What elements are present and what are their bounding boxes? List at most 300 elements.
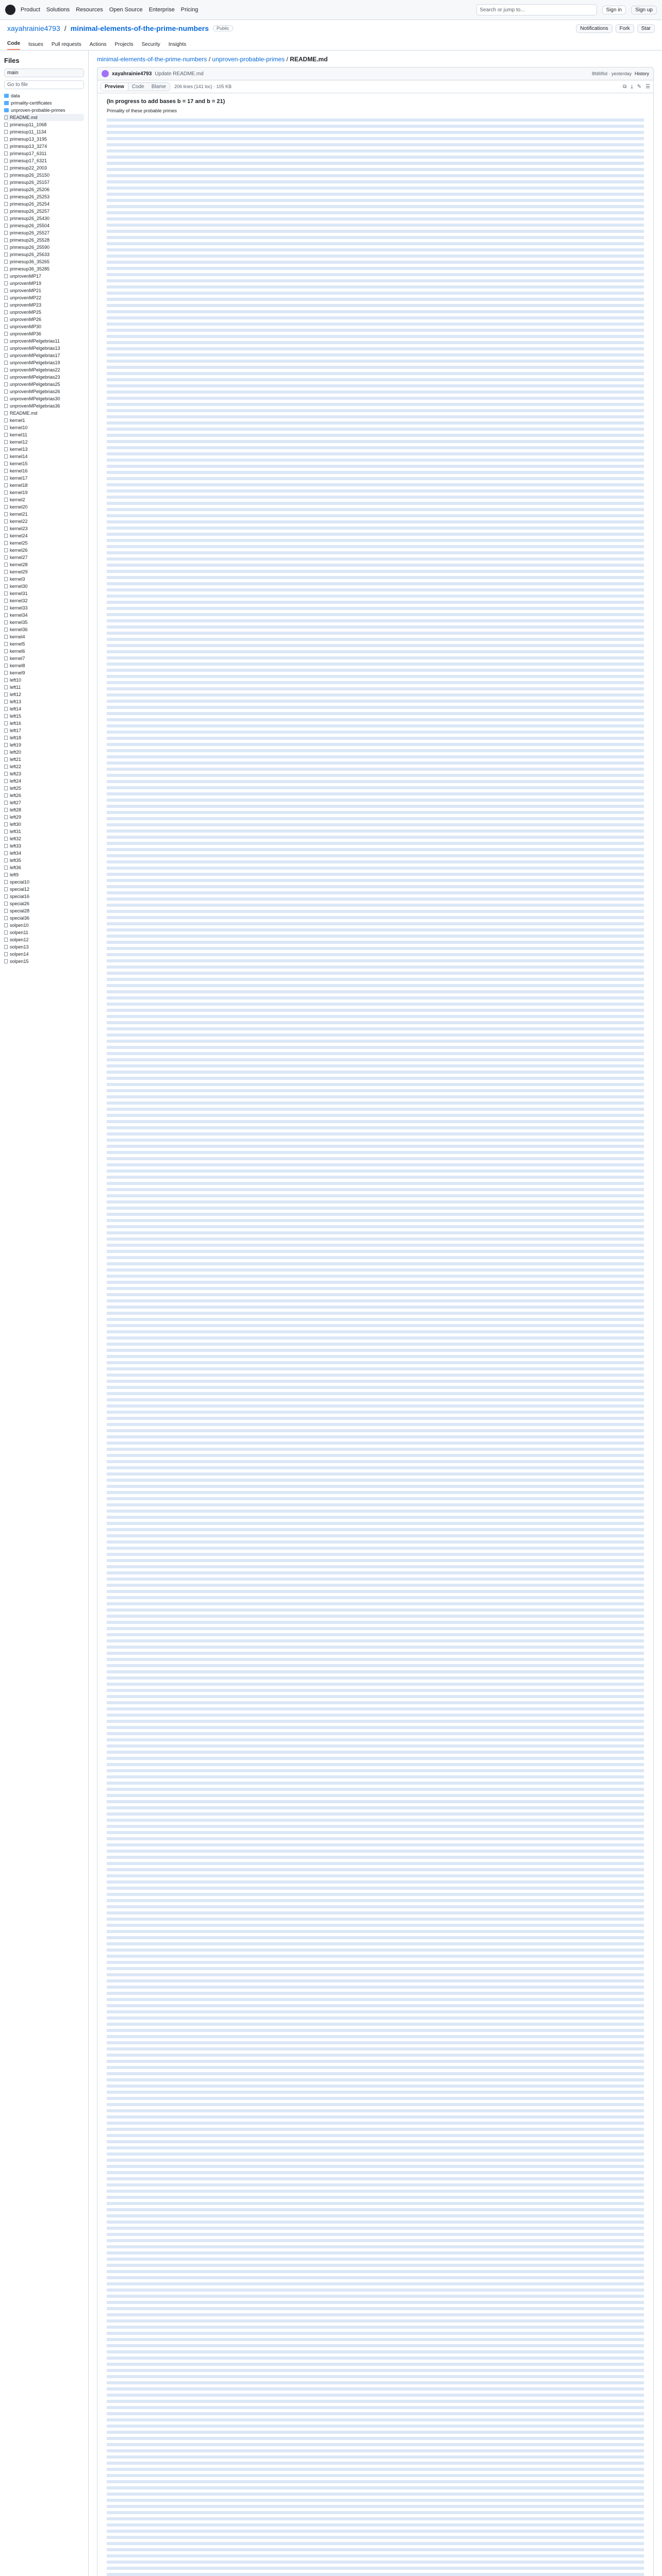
file-tree-item-label: primesup26_25206 bbox=[10, 187, 50, 192]
file-tree-item-label: solpen14 bbox=[10, 952, 29, 957]
file-tree-item[interactable] bbox=[4, 107, 84, 114]
file-tree-item-label: kernel29 bbox=[10, 569, 28, 574]
file-icon bbox=[4, 902, 8, 906]
file-tree-item[interactable] bbox=[4, 92, 84, 99]
file-icon bbox=[4, 873, 8, 877]
file-tree-item-label: unprovenMP25 bbox=[10, 310, 42, 315]
code-tab[interactable]: Code bbox=[128, 83, 148, 91]
file-icon bbox=[4, 577, 8, 581]
file-tree-item-label: left13 bbox=[10, 699, 22, 704]
file-icon bbox=[4, 397, 8, 401]
file-tree-item-label: kernel23 bbox=[10, 526, 28, 531]
file-icon bbox=[4, 289, 8, 293]
sign-up-button[interactable]: Sign up bbox=[631, 6, 657, 14]
file-tree-item-label: kernel24 bbox=[10, 533, 28, 538]
file-tree-item-label: kernel9 bbox=[10, 670, 25, 675]
file-tree-item[interactable] bbox=[4, 208, 84, 215]
tab-security[interactable]: Security bbox=[141, 42, 160, 47]
file-icon bbox=[4, 115, 8, 120]
file-tree-item[interactable] bbox=[4, 395, 84, 402]
file-tree-item[interactable] bbox=[4, 806, 84, 814]
file-toolbar bbox=[97, 80, 654, 93]
file-icon bbox=[4, 714, 8, 718]
file-tree-item-label: primesup36_35285 bbox=[10, 266, 50, 272]
file-tree-item[interactable] bbox=[4, 172, 84, 179]
file-tree-item[interactable] bbox=[4, 936, 84, 943]
file-tree-item[interactable] bbox=[4, 626, 84, 633]
file-tree-item[interactable] bbox=[4, 691, 84, 698]
file-icon bbox=[4, 310, 8, 314]
file-tree-item-label: left16 bbox=[10, 721, 22, 726]
file-tree-item-label: kernel5 bbox=[10, 641, 25, 647]
file-tree-item[interactable] bbox=[4, 446, 84, 453]
file-icon bbox=[4, 519, 8, 523]
file-tree-item[interactable] bbox=[4, 345, 84, 352]
file-tree-item[interactable] bbox=[4, 597, 84, 604]
file-tree-item[interactable] bbox=[4, 554, 84, 561]
file-tree-item[interactable] bbox=[4, 741, 84, 749]
file-tree-item-label: left26 bbox=[10, 793, 22, 798]
file-tree-item[interactable] bbox=[4, 222, 84, 229]
file-tree-item[interactable] bbox=[4, 539, 84, 547]
file-tree-item[interactable] bbox=[4, 330, 84, 337]
edit-icon[interactable]: ✎ bbox=[637, 83, 642, 90]
file-icon bbox=[4, 721, 8, 725]
file-icon bbox=[4, 923, 8, 927]
file-tree-item[interactable] bbox=[4, 287, 84, 294]
file-tree-item-label: unprovenMPelgebrias13 bbox=[10, 346, 60, 351]
fork-button[interactable]: Fork bbox=[616, 24, 634, 33]
file-tree-item[interactable] bbox=[4, 374, 84, 381]
file-tree-item[interactable] bbox=[4, 99, 84, 107]
file-icon bbox=[4, 844, 8, 848]
file-icon bbox=[4, 202, 8, 206]
file-icon bbox=[4, 224, 8, 228]
file-tree-item-label: kernel4 bbox=[10, 634, 25, 639]
file-tree-item[interactable] bbox=[4, 258, 84, 265]
file-tree-item[interactable] bbox=[4, 323, 84, 330]
file-icon bbox=[4, 505, 8, 509]
file-tree-sidebar bbox=[0, 50, 89, 2576]
file-tree-item[interactable] bbox=[4, 143, 84, 150]
file-icon bbox=[4, 426, 8, 430]
repo-header bbox=[0, 20, 662, 37]
preview-tab[interactable]: Preview bbox=[101, 83, 128, 91]
file-tree-item[interactable] bbox=[4, 503, 84, 511]
nav-pricing[interactable]: Pricing bbox=[180, 7, 198, 13]
file-icon bbox=[4, 382, 8, 386]
file-icon bbox=[4, 411, 8, 415]
file-tree-item[interactable] bbox=[4, 770, 84, 777]
file-tree-item[interactable] bbox=[4, 886, 84, 893]
file-tree-item[interactable] bbox=[4, 150, 84, 157]
file-icon bbox=[4, 317, 8, 321]
branch-select[interactable]: main bbox=[4, 69, 84, 77]
file-tree-item-label: primesup26_25253 bbox=[10, 194, 50, 199]
file-tree-item[interactable] bbox=[4, 388, 84, 395]
file-tree-item[interactable] bbox=[4, 366, 84, 374]
file-icon bbox=[4, 584, 8, 588]
file-icon bbox=[4, 938, 8, 942]
file-tree-item[interactable] bbox=[4, 417, 84, 424]
file-tree-item[interactable] bbox=[4, 612, 84, 619]
file-tree-item[interactable] bbox=[4, 698, 84, 705]
file-tree-item[interactable] bbox=[4, 756, 84, 763]
file-icon bbox=[4, 555, 8, 560]
repo-name-link[interactable]: minimal-elements-of-the-prime-numbers bbox=[70, 24, 209, 32]
file-tree-item[interactable] bbox=[4, 496, 84, 503]
file-icon bbox=[4, 245, 8, 249]
file-tree-item[interactable] bbox=[4, 583, 84, 590]
file-tree-item-label: left29 bbox=[10, 815, 22, 820]
nav-enterprise[interactable]: Enterprise bbox=[148, 7, 175, 13]
file-tree-item[interactable] bbox=[4, 878, 84, 886]
search-input[interactable]: Search or jump to... bbox=[476, 4, 597, 15]
file-tree-item-label: unprovenMP19 bbox=[10, 281, 42, 286]
tab-projects[interactable]: Projects bbox=[114, 42, 134, 47]
nav-resources[interactable]: Resources bbox=[76, 7, 103, 13]
file-tree-item[interactable] bbox=[4, 438, 84, 446]
file-icon bbox=[4, 404, 8, 408]
file-icon bbox=[4, 664, 8, 668]
file-tree-item-label: kernel20 bbox=[10, 504, 28, 510]
file-tree-item-label: kernel22 bbox=[10, 519, 28, 524]
file-icon bbox=[4, 930, 8, 935]
file-icon bbox=[4, 599, 8, 603]
file-icon bbox=[4, 527, 8, 531]
file-tree-item-label: left33 bbox=[10, 843, 22, 849]
outline-icon[interactable]: ☰ bbox=[646, 83, 650, 90]
nav-product[interactable]: Product bbox=[21, 7, 40, 13]
file-tree-item[interactable] bbox=[4, 907, 84, 914]
file-icon bbox=[4, 159, 8, 163]
file-tree-item[interactable] bbox=[4, 164, 84, 172]
file-icon bbox=[4, 808, 8, 812]
file-tree-item[interactable] bbox=[4, 799, 84, 806]
commit-meta: 8fd6f6d · yesterday bbox=[591, 71, 632, 76]
avatar[interactable] bbox=[102, 70, 109, 77]
file-tree-item[interactable] bbox=[4, 511, 84, 518]
file-tree-item[interactable] bbox=[4, 128, 84, 135]
file-tree-item-label: left31 bbox=[10, 829, 22, 834]
file-icon bbox=[4, 440, 8, 444]
blame-tab[interactable]: Blame bbox=[148, 83, 170, 91]
file-tree-item-label: left36 bbox=[10, 865, 22, 870]
file-tree-item[interactable] bbox=[4, 763, 84, 770]
file-tree-item[interactable] bbox=[4, 251, 84, 258]
file-tree-item[interactable] bbox=[4, 669, 84, 676]
file-tree-item[interactable] bbox=[4, 727, 84, 734]
repo-owner-link[interactable]: xayahrainie4793 bbox=[7, 24, 60, 32]
file-icon bbox=[4, 353, 8, 358]
file-icon bbox=[4, 692, 8, 697]
file-icon bbox=[4, 793, 8, 798]
file-tree-item[interactable] bbox=[4, 453, 84, 460]
file-tree-item[interactable] bbox=[4, 850, 84, 857]
nav-solutions[interactable]: Solutions bbox=[46, 7, 70, 13]
file-icon bbox=[4, 866, 8, 870]
file-tree-item[interactable] bbox=[4, 410, 84, 417]
file-icon bbox=[4, 368, 8, 372]
file-tree-item-label: primesup11_1134 bbox=[10, 129, 46, 134]
file-icon bbox=[4, 916, 8, 920]
file-tree-item-label: left14 bbox=[10, 706, 22, 711]
file-icon bbox=[4, 151, 8, 156]
file-tree-item-label: unprovenMPelgebrias26 bbox=[10, 389, 60, 394]
file-icon bbox=[4, 260, 8, 264]
file-tree-item-label: primesup36_35265 bbox=[10, 259, 50, 264]
file-tree-item-label: left30 bbox=[10, 822, 22, 827]
file-tree-item[interactable] bbox=[4, 575, 84, 583]
file-tree-item[interactable] bbox=[4, 655, 84, 662]
file-icon bbox=[4, 678, 8, 682]
file-icon bbox=[4, 606, 8, 610]
file-icon bbox=[4, 801, 8, 805]
file-tree-item-label: left12 bbox=[10, 692, 22, 697]
file-tree-item[interactable] bbox=[4, 547, 84, 554]
history-button[interactable]: History bbox=[634, 71, 649, 76]
file-tree-item-label: kernel1 bbox=[10, 418, 25, 423]
file-tree-item[interactable] bbox=[4, 337, 84, 345]
file-tree-item[interactable] bbox=[4, 604, 84, 612]
file-tree-item[interactable] bbox=[4, 958, 84, 965]
file-icon bbox=[4, 743, 8, 747]
file-tree-item[interactable] bbox=[4, 785, 84, 792]
file-tree-item[interactable] bbox=[4, 734, 84, 741]
commit-author[interactable]: xayahrainie4793 bbox=[112, 71, 152, 77]
file-tree-item[interactable] bbox=[4, 352, 84, 359]
file-tree-item[interactable] bbox=[4, 951, 84, 958]
file-icon bbox=[4, 389, 8, 394]
file-tree-item-label: left10 bbox=[10, 677, 22, 683]
tab-insights[interactable]: Insights bbox=[168, 42, 187, 47]
file-tree-item[interactable] bbox=[4, 193, 84, 200]
file-tree-item[interactable] bbox=[4, 922, 84, 929]
breadcrumb-repo[interactable]: minimal-elements-of-the-prime-numbers bbox=[97, 56, 207, 63]
file-tree-item[interactable] bbox=[4, 640, 84, 648]
file-tree-item[interactable] bbox=[4, 900, 84, 907]
file-tree-item[interactable] bbox=[4, 186, 84, 193]
file-icon bbox=[4, 462, 8, 466]
file-icon bbox=[4, 490, 8, 495]
file-tree-item[interactable] bbox=[4, 662, 84, 669]
file-tree-item[interactable] bbox=[4, 676, 84, 684]
file-tree-item-label: kernel27 bbox=[10, 555, 28, 560]
folder-icon bbox=[4, 94, 9, 98]
file-tree-item[interactable] bbox=[4, 467, 84, 474]
file-tree-item[interactable] bbox=[4, 532, 84, 539]
file-tree-item[interactable] bbox=[4, 857, 84, 864]
file-icon bbox=[4, 454, 8, 459]
file-icon bbox=[4, 188, 8, 192]
file-tree-item[interactable] bbox=[4, 114, 84, 121]
file-tree-item[interactable] bbox=[4, 518, 84, 525]
file-tree-item[interactable] bbox=[4, 244, 84, 251]
file-icon bbox=[4, 433, 8, 437]
file-tree-item-label: primesup26_25504 bbox=[10, 223, 50, 228]
file-tree-item-label: left9 bbox=[10, 872, 19, 877]
file-tree-item[interactable] bbox=[4, 157, 84, 164]
file-tree-item-label: kernel8 bbox=[10, 663, 25, 668]
file-tree-item[interactable] bbox=[4, 705, 84, 713]
file-tree-item[interactable] bbox=[4, 842, 84, 850]
file-icon bbox=[4, 563, 8, 567]
file-tree-item-label: kernel2 bbox=[10, 497, 25, 502]
file-icon bbox=[4, 216, 8, 221]
file-tree-item[interactable] bbox=[4, 568, 84, 575]
file-tree-item[interactable] bbox=[4, 684, 84, 691]
file-tree-item-label: primesup26_25590 bbox=[10, 245, 50, 250]
file-icon bbox=[4, 750, 8, 754]
file-tree-item[interactable] bbox=[4, 619, 84, 626]
file-tree-item-label: kernel33 bbox=[10, 605, 28, 611]
file-icon bbox=[4, 512, 8, 516]
file-icon bbox=[4, 238, 8, 242]
star-button[interactable]: Star bbox=[637, 24, 655, 33]
file-icon bbox=[4, 418, 8, 422]
file-tree-item-label: left23 bbox=[10, 771, 22, 776]
raw-icon[interactable]: ⧉ bbox=[623, 83, 627, 90]
download-icon[interactable]: ⤓ bbox=[631, 83, 633, 90]
file-icon bbox=[4, 332, 8, 336]
file-tree-item[interactable] bbox=[4, 460, 84, 467]
file-tree-item[interactable] bbox=[4, 648, 84, 655]
file-tree-item[interactable] bbox=[4, 200, 84, 208]
folder-icon bbox=[4, 108, 9, 112]
file-tree-item[interactable] bbox=[4, 179, 84, 186]
file-tree-item[interactable] bbox=[4, 381, 84, 388]
file-tree-item[interactable] bbox=[4, 943, 84, 951]
file-icon bbox=[4, 642, 8, 646]
file-icon bbox=[4, 786, 8, 790]
breadcrumb-folder[interactable]: unproven-probable-primes bbox=[212, 56, 285, 63]
tab-actions[interactable]: Actions bbox=[89, 42, 107, 47]
go-to-file-input[interactable]: Go to file bbox=[4, 80, 84, 89]
file-tree-item[interactable] bbox=[4, 821, 84, 828]
file-tree-item-label: unprovenMPelgebrias22 bbox=[10, 367, 60, 372]
notifications-button[interactable]: Notifications bbox=[576, 24, 612, 33]
tab-pull-requests[interactable]: Pull requests bbox=[51, 42, 81, 47]
file-tree-item-label: unprovenMPelgebrias23 bbox=[10, 375, 60, 380]
file-icon bbox=[4, 858, 8, 862]
latest-commit-bar bbox=[97, 67, 654, 80]
repo-tabs bbox=[0, 37, 662, 50]
file-tree-item-label: kernel21 bbox=[10, 512, 28, 517]
file-tree-item[interactable] bbox=[4, 265, 84, 273]
file-icon bbox=[4, 685, 8, 689]
file-tree-item-label: solpen13 bbox=[10, 944, 29, 950]
file-tree-item[interactable] bbox=[4, 893, 84, 900]
file-tree-item-label: primesup26_25527 bbox=[10, 230, 50, 235]
file-tree-item[interactable] bbox=[4, 871, 84, 878]
file-tree-item[interactable] bbox=[4, 273, 84, 280]
file-tree-item-label: kernel12 bbox=[10, 439, 28, 445]
file-icon bbox=[4, 620, 8, 624]
file-tree-item[interactable] bbox=[4, 482, 84, 489]
file-tree-item-label: primesup13_3195 bbox=[10, 137, 47, 142]
file-icon bbox=[4, 252, 8, 257]
file-tree-item[interactable] bbox=[4, 835, 84, 842]
file-tree-item-label: primesup11_1068 bbox=[10, 122, 47, 127]
file-icon bbox=[4, 541, 8, 545]
readme-body bbox=[97, 93, 654, 2576]
tab-code[interactable]: Code bbox=[7, 41, 20, 50]
file-tree-item[interactable] bbox=[4, 864, 84, 871]
file-tree-item[interactable] bbox=[4, 713, 84, 720]
file-tree-item-label: unprovenMP36 bbox=[10, 331, 42, 336]
file-tree-item[interactable] bbox=[4, 309, 84, 316]
file-tree-item[interactable] bbox=[4, 236, 84, 244]
file-icon bbox=[4, 649, 8, 653]
file-icon bbox=[4, 303, 8, 307]
commit-message[interactable]: Update README.md bbox=[155, 71, 204, 77]
file-tree-item[interactable] bbox=[4, 720, 84, 727]
file-tree-item[interactable] bbox=[4, 525, 84, 532]
file-tree-item[interactable] bbox=[4, 316, 84, 323]
file-icon bbox=[4, 231, 8, 235]
file-icon bbox=[4, 498, 8, 502]
file-tree-item[interactable] bbox=[4, 590, 84, 597]
breadcrumb: minimal-elements-of-the-prime-numbers / unproven-probable-primes / README.md bbox=[97, 56, 328, 63]
file-icon bbox=[4, 195, 8, 199]
github-logo-icon[interactable] bbox=[5, 5, 15, 15]
readme-heading: (In progress to add bases b = 17 and b = 21) bbox=[107, 98, 225, 105]
file-tree-item[interactable] bbox=[4, 294, 84, 301]
sign-in-button[interactable]: Sign in bbox=[602, 6, 626, 14]
file-tree-item[interactable] bbox=[4, 359, 84, 366]
file-icon bbox=[4, 296, 8, 300]
file-tree-item[interactable] bbox=[4, 135, 84, 143]
file-tree-item[interactable] bbox=[4, 828, 84, 835]
file-icon bbox=[4, 815, 8, 819]
file-icon bbox=[4, 656, 8, 660]
file-tree-item[interactable] bbox=[4, 424, 84, 431]
file-tree-item[interactable] bbox=[4, 229, 84, 236]
file-tree-item[interactable] bbox=[4, 633, 84, 640]
file-icon bbox=[4, 952, 8, 956]
file-tree-item-label: left22 bbox=[10, 764, 22, 769]
file-tree-item[interactable] bbox=[4, 749, 84, 756]
file-tree-item[interactable] bbox=[4, 301, 84, 309]
file-tree-item[interactable] bbox=[4, 792, 84, 799]
file-icon bbox=[4, 130, 8, 134]
file-tree-item-label: primesup26_25430 bbox=[10, 216, 50, 221]
file-tree-item[interactable] bbox=[4, 489, 84, 496]
tab-issues[interactable]: Issues bbox=[28, 42, 43, 47]
file-tree-item[interactable] bbox=[4, 814, 84, 821]
file-tree-item[interactable] bbox=[4, 280, 84, 287]
file-icon bbox=[4, 325, 8, 329]
file-tree-item[interactable] bbox=[4, 121, 84, 128]
file-tree-item-label: left15 bbox=[10, 714, 22, 719]
file-tree-item[interactable] bbox=[4, 215, 84, 222]
file-tree-item[interactable] bbox=[4, 402, 84, 410]
file-tree-item-label: primesup17_6321 bbox=[10, 158, 47, 163]
file-tree-item[interactable] bbox=[4, 777, 84, 785]
file-tree-item[interactable] bbox=[4, 914, 84, 922]
file-tree-item-label: primesup26_25633 bbox=[10, 252, 50, 257]
readme-paragraph: Primality of these probable primes bbox=[107, 108, 177, 113]
file-tree-item[interactable] bbox=[4, 561, 84, 568]
file-icon bbox=[4, 534, 8, 538]
file-tree-item[interactable] bbox=[4, 431, 84, 438]
file-tree-item[interactable] bbox=[4, 474, 84, 482]
file-tree-item[interactable] bbox=[4, 929, 84, 936]
file-tree-item-label: unprovenMPelgebrias25 bbox=[10, 382, 60, 387]
file-tree-item-label: special10 bbox=[10, 879, 30, 885]
nav-open-source[interactable]: Open Source bbox=[109, 7, 143, 13]
file-tree-item-label: primesup26_25257 bbox=[10, 209, 50, 214]
